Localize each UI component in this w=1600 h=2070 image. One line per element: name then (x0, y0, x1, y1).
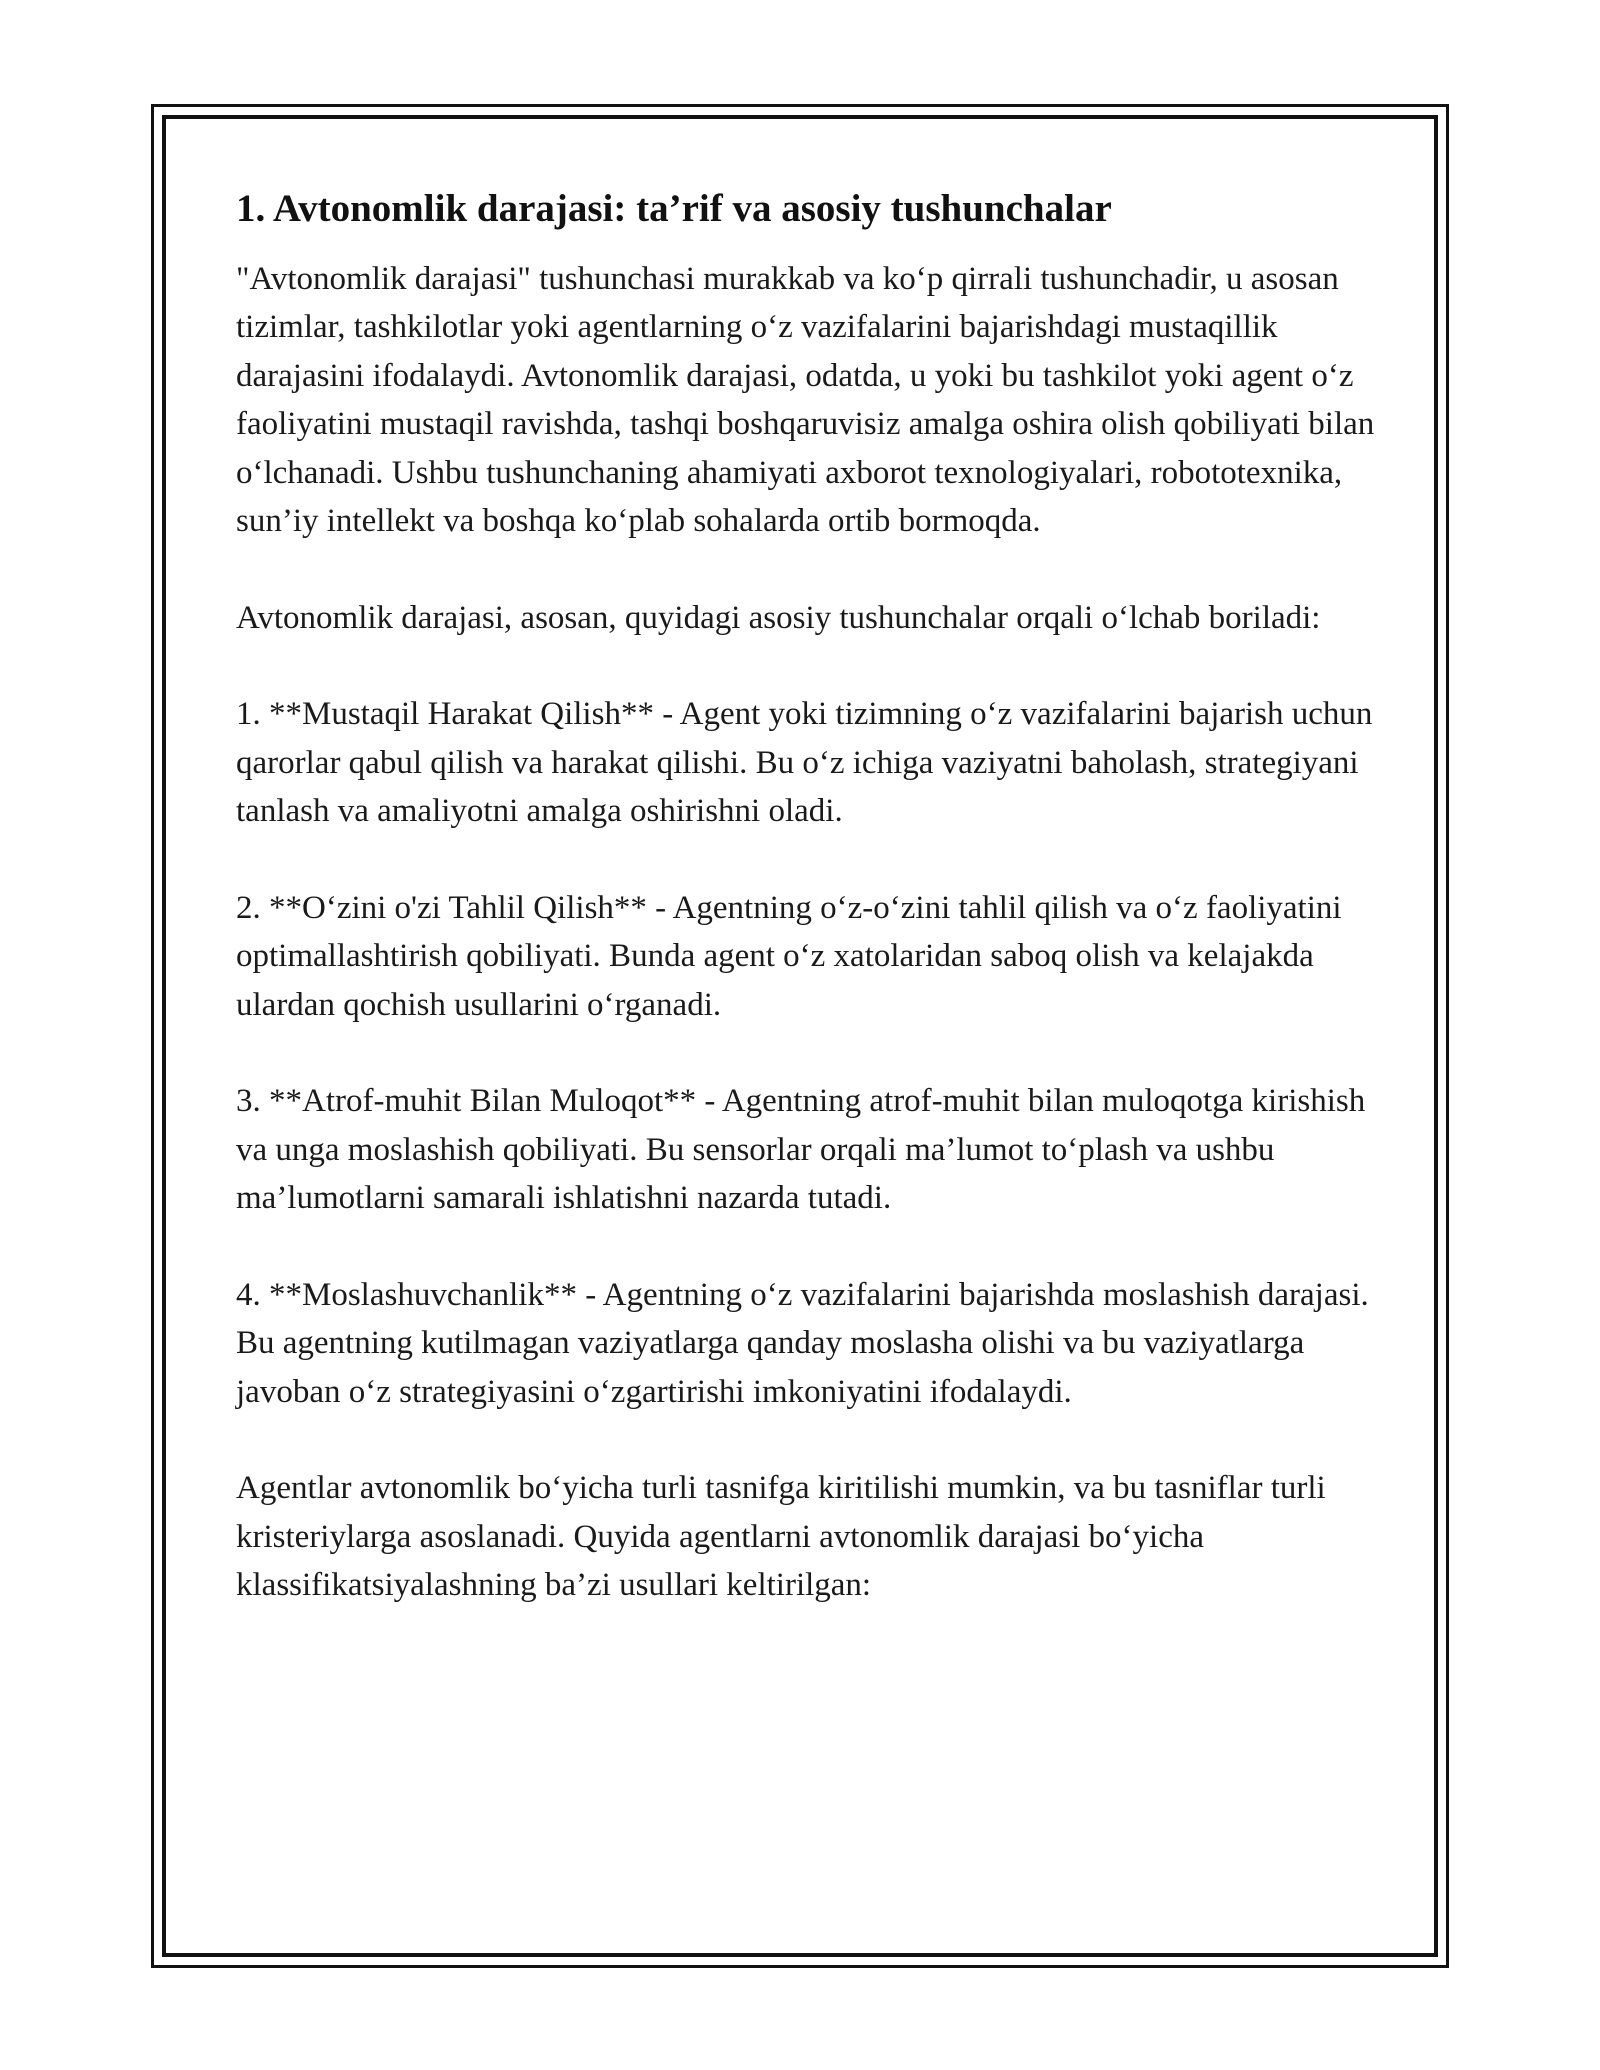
paragraph-definition: "Avtonomlik darajasi" tushunchasi murakkab va ko‘p qirrali tushunchadir, u asosan tizimlar, tashkilotlar yoki agentlarning o‘z vazifalarini bajarishdagi mustaqillik darajasini ifodalaydi. Avtonomlik darajasi, odatda, u yoki bu tashkilot yoki agent o‘z faoliyatini mustaqil ravishda, tashqi boshqaruvisiz amalga oshira olish qobiliyati bilan o‘lchanadi. Ushbu tushunchaning ahamiyati axborot texnologiyalari, robototexnika, sun’iy intellekt va boshqa ko‘plab sohalarda ortib bormoqda. (236, 260, 1375, 540)
paragraph-intro-concepts: Avtonomlik darajasi, asosan, quyidagi asosiy tushunchalar orqali o‘lchab boriladi: (236, 599, 1321, 636)
section-heading: 1. Avtonomlik darajasi: ta’rif va asosiy tushunchalar (236, 187, 1112, 230)
paragraph-concept-2: 2. **O‘zini o'zi Tahlil Qilish** - Agentning o‘z-o‘zini tahlil qilish va o‘z faoliyatini optimallashtirish qobiliyati. Bunda agent o‘z xatolaridan saboq olish va kelajakda ulardan qochish usullarini o‘rganadi. (236, 889, 1342, 1023)
paragraph-classification: Agentlar avtonomlik bo‘yicha turli tasnifga kiritilishi mumkin, va bu tasniflar turli kristeriylarga asoslanadi. Quyida agentlarni avtonomlik darajasi bo‘yicha klassifikatsiyalashning ba’zi usullari keltirilgan: (236, 1470, 1326, 1604)
paragraph-concept-3: 3. **Atrof-muhit Bilan Muloqot** - Agentning atrof-muhit bilan muloqotga kirishish va unga moslashish qobiliyati. Bu sensorlar orqali ma’lumot to‘plash va ushbu ma’lumotlarni samarali ishlatishni nazarda tutadi. (236, 1083, 1366, 1217)
document-body (236, 186, 1376, 1658)
paragraph-concept-1: 1. **Mustaqil Harakat Qilish** - Agent yoki tizimning o‘z vazifalarini bajarish uchun qarorlar qabul qilish va harakat qilishi. Bu o‘z ichiga vaziyatni baholash, strategiyani tanlash va amaliyotni amalga oshirishni oladi. (236, 696, 1373, 830)
paragraph-concept-4: 4. **Moslashuvchanlik** - Agentning o‘z vazifalarini bajarishda moslashish darajasi. Bu agentning kutilmagan vaziyatlarga qanday moslasha olishi va bu vaziyatlarga javoban o‘z strategiyasini o‘zgartirishi imkoniyatini ifodalaydi. (236, 1276, 1369, 1410)
